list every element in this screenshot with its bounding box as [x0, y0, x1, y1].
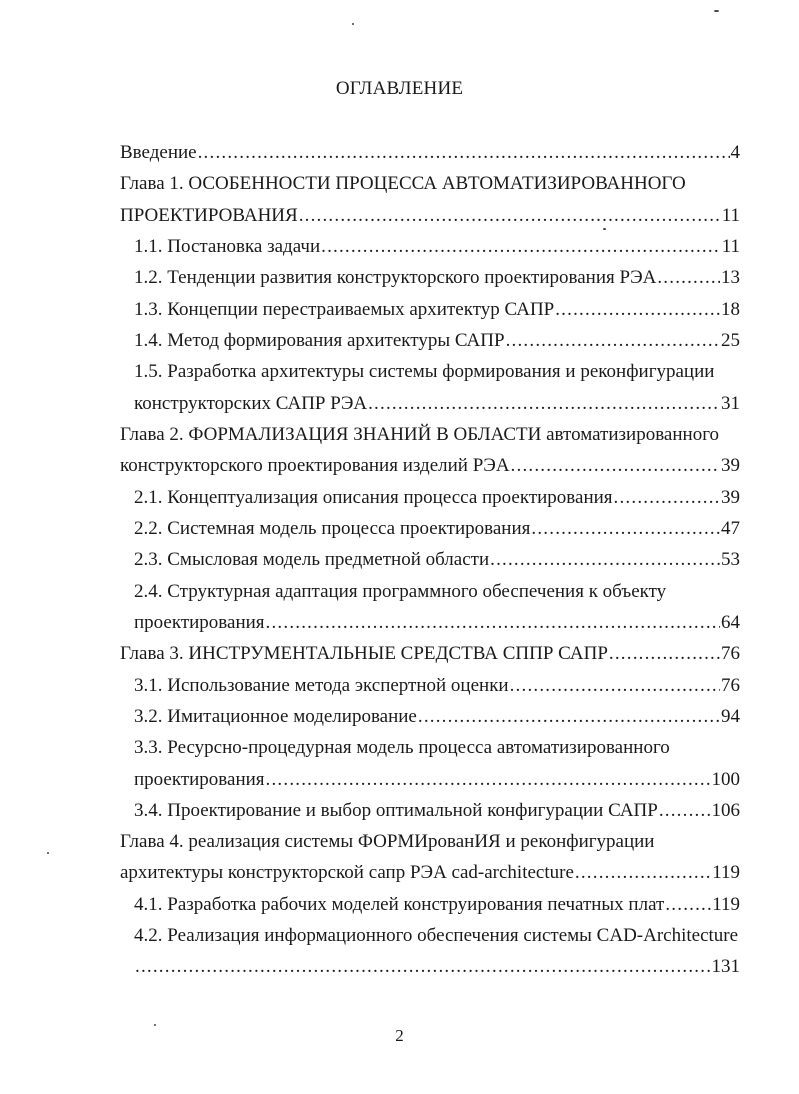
toc-entry-page: 64	[721, 612, 740, 633]
scan-speck	[603, 228, 606, 230]
toc-entry-text: 3.4. Проектирование и выбор оптимальной конфигурации САПР	[134, 800, 658, 821]
toc-entry-1-1[interactable]	[134, 235, 740, 259]
toc-entry-page: 76	[721, 675, 740, 696]
toc-entry-page: 39	[721, 455, 740, 476]
toc-leader	[511, 454, 720, 478]
toc-entry-text: ПРОЕКТИРОВАНИЯ	[120, 205, 298, 226]
toc-entry-page: 119	[712, 862, 740, 883]
toc-entry-text: 2.3. Смысловая модель предметной области	[134, 549, 490, 570]
scan-speck	[352, 23, 354, 25]
toc-entry-ch4-line1[interactable]: Глава 4. реализация системы ФОРМИрованИЯ и реконфигурации	[120, 831, 655, 852]
toc-entry-text: Введение	[120, 142, 197, 163]
toc-entry-text: проектирования	[134, 769, 265, 790]
toc-entry-page: 4	[730, 142, 740, 163]
toc-entry-text: конструкторских САПР РЭА	[134, 393, 368, 414]
toc-entry-page: 119	[712, 894, 740, 915]
toc-leader	[198, 141, 730, 165]
toc-entry-4-2-line1[interactable]: 4.2. Реализация информационного обеспечения системы CAD-Architecture	[134, 925, 739, 946]
toc-entry-3-3[interactable]	[134, 768, 740, 792]
toc-entry-3-2[interactable]	[134, 705, 740, 729]
toc-entry-4-2[interactable]	[134, 955, 740, 979]
toc-entry-intro[interactable]	[120, 141, 740, 165]
toc-leader	[506, 329, 720, 353]
toc-entry-2-3[interactable]	[134, 548, 740, 572]
toc-entry-ch3[interactable]	[120, 642, 740, 666]
scan-speck	[714, 10, 719, 12]
toc-entry-4-1[interactable]	[134, 893, 740, 917]
toc-entry-text: 1.3. Концепции перестраиваемых архитектур САПР	[134, 299, 555, 320]
toc-entry-page: 18	[721, 299, 740, 320]
toc-entry-text: 1.2. Тенденции развития конструкторского проектирования РЭА	[134, 267, 657, 288]
toc-leader	[510, 674, 720, 698]
toc-entry-text: 3.1. Использование метода экспертной оценки	[134, 675, 509, 696]
toc-entry-page: 25	[721, 330, 740, 351]
toc-entry-3-3-line1[interactable]: 3.3. Ресурсно-процедурная модель процесса автоматизированного	[134, 737, 670, 758]
toc-entry-text: проектирования	[134, 612, 265, 633]
scan-speck	[47, 852, 49, 854]
toc-entry-page: 53	[721, 549, 740, 570]
toc-leader	[418, 705, 720, 729]
toc-entry-ch4[interactable]	[120, 861, 740, 885]
toc-entry-text: 2.2. Системная модель процесса проектирования	[134, 518, 531, 539]
toc-entry-text: архитектуры конструкторской сапр РЭА cad-architecture	[120, 862, 574, 883]
toc-entry-page: 47	[721, 518, 740, 539]
toc-leader	[368, 392, 720, 416]
toc-entry-1-4[interactable]	[134, 329, 740, 353]
toc-entry-text: 1.4. Метод формирования архитектуры САПР	[134, 330, 505, 351]
toc-entry-page: 31	[721, 393, 740, 414]
toc-entry-page: 94	[721, 706, 740, 727]
toc-entry-page: 131	[711, 956, 740, 977]
toc-entry-page: 76	[721, 643, 740, 664]
toc-leader	[321, 235, 721, 259]
toc-leader	[665, 893, 711, 917]
toc-leader	[531, 517, 720, 541]
toc-leader	[299, 204, 721, 228]
toc-entry-text: 2.1. Концептуализация описания процесса проектирования	[134, 487, 613, 508]
toc-entry-page: 13	[721, 267, 740, 288]
toc-entry-page: 106	[711, 800, 740, 821]
toc-leader	[657, 266, 720, 290]
toc-entry-1-2[interactable]	[134, 266, 740, 290]
toc-entry-page: 39	[721, 487, 740, 508]
toc-leader	[266, 611, 720, 635]
toc-title: ОГЛАВЛЕНИЕ	[335, 78, 464, 99]
toc-entry-3-4[interactable]	[134, 799, 740, 823]
toc-leader	[266, 768, 711, 792]
toc-entry-ch1[interactable]	[120, 204, 740, 228]
toc-leader	[659, 799, 711, 823]
toc-leader	[609, 642, 720, 666]
toc-entry-1-3[interactable]	[134, 298, 740, 322]
toc-entry-ch2[interactable]	[120, 454, 740, 478]
toc-leader	[575, 861, 711, 885]
toc-entry-1-5[interactable]	[134, 392, 740, 416]
toc-leader	[614, 486, 720, 510]
page-number: 2	[395, 1026, 404, 1045]
toc-entry-2-2[interactable]	[134, 517, 740, 541]
toc-entry-text: 1.1. Постановка задачи	[134, 236, 321, 257]
toc-entry-text: конструкторского проектирования изделий РЭА	[120, 455, 510, 476]
toc-entry-text: Глава 3. ИНСТРУМЕНТАЛЬНЫЕ СРЕДСТВА СППР САПР	[120, 643, 608, 664]
toc-entry-2-4-line1[interactable]: 2.4. Структурная адаптация программного обеспечения к объекту	[134, 581, 667, 602]
toc-entry-page: 100	[711, 769, 740, 790]
toc-entry-page: 11	[721, 205, 740, 226]
toc-entry-ch2-line1[interactable]: Глава 2. ФОРМАЛИЗАЦИЯ ЗНАНИЙ В ОБЛАСТИ автоматизированного	[120, 424, 720, 445]
toc-entry-2-4[interactable]	[134, 611, 740, 635]
toc-entry-text: 3.2. Имитационное моделирование	[134, 706, 417, 727]
toc-entry-text: 4.1. Разработка рабочих моделей конструирования печатных плат	[134, 894, 665, 915]
toc-leader	[555, 298, 720, 322]
toc-entry-3-1[interactable]	[134, 674, 740, 698]
toc-entry-ch1-line1[interactable]: Глава 1. ОСОБЕННОСТИ ПРОЦЕССА АВТОМАТИЗИРОВАННОГО	[120, 173, 686, 194]
toc-leader	[135, 955, 711, 979]
toc-entry-page: 11	[721, 236, 740, 257]
toc-entry-2-1[interactable]	[134, 486, 740, 510]
toc-leader	[490, 548, 720, 572]
toc-entry-1-5-line1[interactable]: 1.5. Разработка архитектуры системы формирования и реконфигурации	[134, 361, 715, 382]
